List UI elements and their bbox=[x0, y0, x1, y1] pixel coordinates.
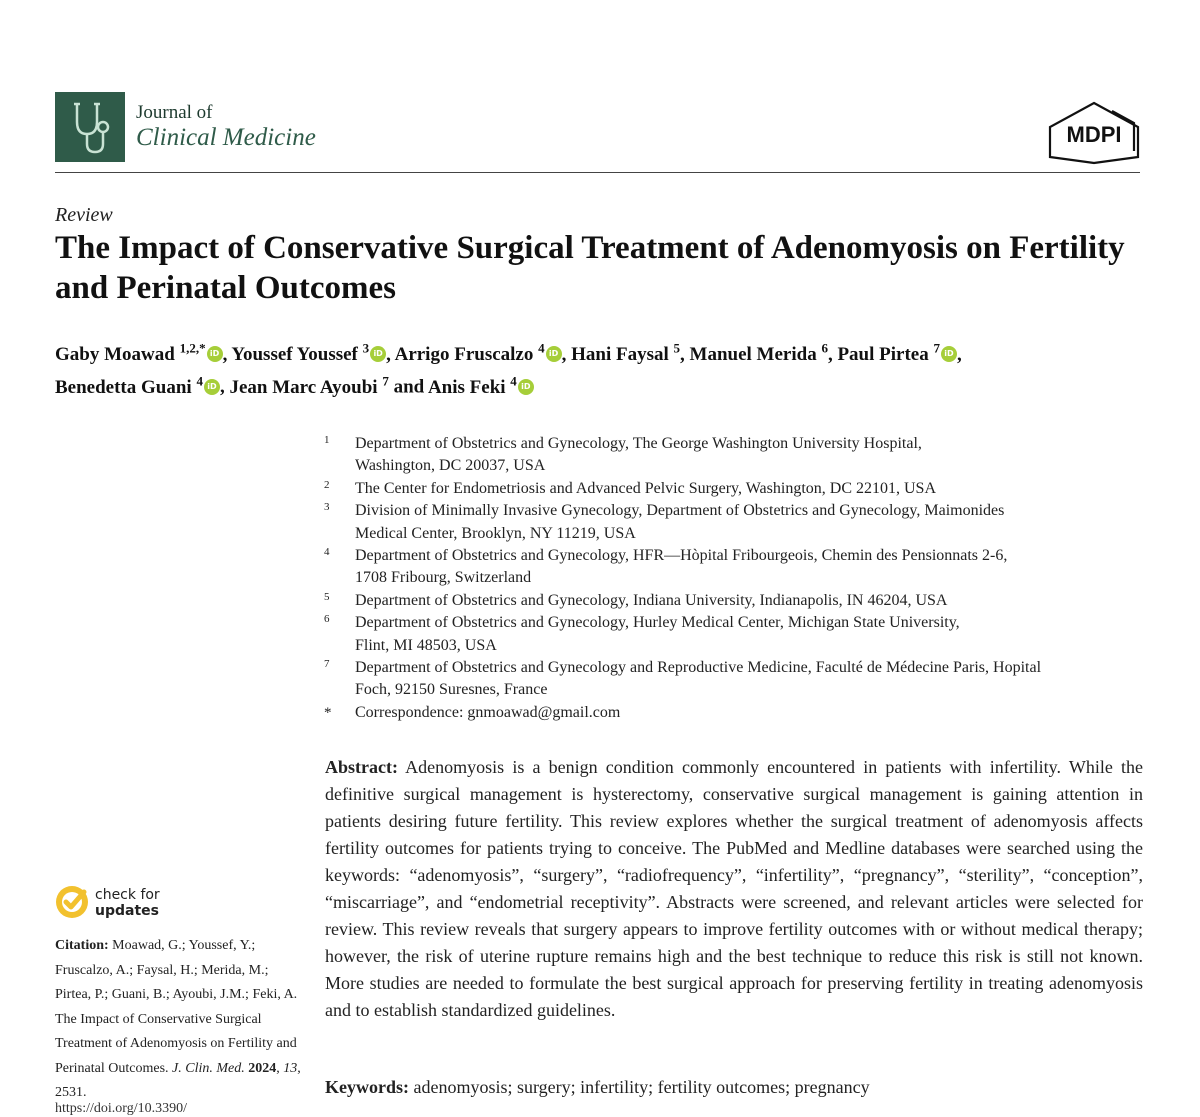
stethoscope-icon bbox=[55, 92, 125, 162]
author-name: Jean Marc Ayoubi bbox=[229, 376, 378, 398]
author-separator: , bbox=[386, 344, 395, 366]
author bbox=[231, 341, 386, 366]
citation-block: Citation: Moawad, G.; Youssef, Y.; Fruscalzo, A.; Faysal, H.; Merida, M.; Pirtea, P.; Guani, B.; Ayoubi, J.M.; Feki, A. The Impact of Conservative Surgical Treatment of Adenomyosis on Fertility and Perinatal Outcomes. J. Clin. Med. 2024, 13, 2531. bbox=[55, 938, 301, 1100]
affiliation-line: Washington, DC 20037, USA bbox=[355, 457, 546, 475]
author-affiliation-ref: 5 bbox=[673, 341, 681, 356]
author-name: Benedetta Guani bbox=[55, 376, 192, 398]
affiliation-number: 2 bbox=[324, 478, 330, 491]
author-name: Arrigo Fruscalzo bbox=[394, 344, 534, 366]
affiliation-line: Flint, MI 48503, USA bbox=[355, 636, 497, 654]
orcid-icon[interactable]: iD bbox=[518, 379, 534, 395]
author-affiliation-ref: 4 bbox=[510, 373, 517, 389]
affiliation-item bbox=[322, 702, 1152, 724]
article-type: Review bbox=[55, 204, 113, 226]
updates-text: updates bbox=[95, 903, 159, 919]
checkmark-badge-icon bbox=[55, 885, 89, 919]
author-affiliation-ref: 7 bbox=[933, 341, 940, 356]
affiliation-number: * bbox=[324, 704, 332, 721]
affiliation-item bbox=[322, 545, 1152, 590]
orcid-icon[interactable]: iD bbox=[546, 346, 562, 362]
affiliation-line: Correspondence: gnmoawad@gmail.com bbox=[355, 703, 621, 721]
affiliation-text bbox=[355, 545, 1152, 590]
author-separator: , bbox=[561, 344, 572, 366]
author bbox=[55, 373, 220, 398]
author-affiliation-ref: 6 bbox=[821, 341, 828, 356]
keywords-label: Keywords: bbox=[325, 1077, 409, 1097]
affiliation-line: Department of Obstetrics and Gynecology, Hurley Medical Center, Michigan State University, bbox=[355, 614, 960, 632]
author-affiliation-ref: 7 bbox=[382, 373, 389, 389]
affiliation-line: Foch, 92150 Suresnes, France bbox=[355, 681, 548, 699]
citation-label: Citation: bbox=[55, 938, 109, 953]
publisher-name: MDPI bbox=[1066, 122, 1122, 147]
affiliation-line: The Center for Endometriosis and Advanced Pelvic Surgery, Washington, DC 22101, USA bbox=[355, 479, 936, 497]
author-affiliation-ref: 4 bbox=[538, 341, 545, 356]
affiliation-text bbox=[355, 433, 1152, 478]
journal-name-line2: Clinical Medicine bbox=[136, 124, 316, 151]
orcid-icon[interactable]: iD bbox=[941, 346, 957, 362]
abstract-text: Adenomyosis is a benign condition commonly encountered in patients with infertility. While the definitive surgical management is hysterectomy, conservative surgical management is gaining attention in patients desiring future fertility. This review explores whether the surgical treatment of adenomyosis affects fertility outcomes for patients trying to conceive. The PubMed and Medline databases were searched using the keywords: “adenomyosis”, “surgery”, “radiofrequency”, “infertility”, “pregnancy”, “sterility”, “conception”, “miscarriage”, and “endometrial receptivity”. Abstracts were screened, and relevant articles were selected for review. This review reveals that surgery appears to improve fertility outcomes with or without medical therapy; however, the risk of uterine rupture remains high and the best technique to reduce this risk is still not known. More studies are needed to formulate the best surgical approach for preserving fertility in treating adenomyosis and to establish standardized guidelines. bbox=[325, 757, 1143, 1020]
keywords bbox=[325, 1075, 1143, 1099]
author-separator: , bbox=[680, 344, 690, 366]
check-for-text: check for bbox=[95, 887, 160, 903]
check-for-updates-badge[interactable] bbox=[55, 885, 185, 925]
affiliation-item bbox=[322, 478, 1152, 500]
keywords-text: adenomyosis; surgery; infertility; fertility outcomes; pregnancy bbox=[413, 1077, 870, 1097]
author-affiliation-ref: 4 bbox=[196, 373, 203, 389]
affiliation-item bbox=[322, 657, 1152, 702]
affiliation-line: 1708 Fribourg, Switzerland bbox=[355, 569, 532, 587]
affiliation-line: Department of Obstetrics and Gynecology and Reproductive Medicine, Faculté de Médecine Paris, Hopital bbox=[355, 659, 1042, 677]
affiliation-text bbox=[355, 612, 1152, 657]
affiliation-line: Division of Minimally Invasive Gynecology, Department of Obstetrics and Gynecology, Maimonides bbox=[355, 502, 1005, 520]
author-separator: , bbox=[827, 344, 838, 366]
affiliation-text bbox=[355, 702, 1152, 724]
author bbox=[229, 373, 389, 398]
journal-name-line1: Journal of bbox=[136, 102, 213, 123]
orcid-icon[interactable]: iD bbox=[207, 346, 223, 362]
header-divider bbox=[55, 172, 1140, 173]
affiliation-text bbox=[355, 590, 1152, 612]
author-name: Anis Feki bbox=[427, 376, 506, 398]
affiliation-line: Department of Obstetrics and Gynecology, HFR—Hòpital Fribourgeois, Chemin des Pensionnats 2-6, bbox=[355, 547, 1008, 565]
affiliation-line: Department of Obstetrics and Gynecology, The George Washington University Hospital, bbox=[355, 435, 922, 452]
author-name: Paul Pirtea bbox=[837, 344, 929, 366]
journal-logo bbox=[55, 92, 125, 162]
citation-journal: J. Clin. Med. bbox=[172, 1060, 245, 1076]
author-affiliation-ref: 3 bbox=[362, 341, 370, 356]
orcid-icon[interactable]: iD bbox=[204, 379, 220, 395]
affiliation-number: 6 bbox=[324, 613, 330, 626]
affiliation-number: 1 bbox=[324, 434, 330, 446]
author-separator: , bbox=[222, 344, 232, 366]
author-name: Manuel Merida bbox=[689, 344, 817, 366]
abstract-label: Abstract: bbox=[325, 757, 398, 777]
author-affiliation-ref: 1,2,* bbox=[179, 341, 206, 356]
affiliation-text bbox=[355, 657, 1152, 702]
author-separator: and bbox=[388, 376, 428, 398]
citation-pages: 2531. bbox=[55, 1085, 87, 1100]
affiliation-number: 7 bbox=[324, 658, 330, 671]
doi-link[interactable]: https://doi.org/10.3390/ bbox=[55, 1101, 187, 1116]
affiliation-number: 5 bbox=[324, 590, 330, 603]
affiliation-text bbox=[355, 478, 1152, 500]
affiliation-text bbox=[355, 500, 1152, 545]
author bbox=[837, 341, 957, 366]
affiliation-line: Medical Center, Brooklyn, NY 11219, USA bbox=[355, 524, 636, 542]
affiliation-item bbox=[322, 612, 1152, 657]
author-separator: , bbox=[956, 344, 962, 366]
author-list bbox=[55, 336, 1155, 401]
author bbox=[571, 341, 681, 366]
citation-volume: 13 bbox=[283, 1060, 298, 1076]
article-title: The Impact of Conservative Surgical Treatment of Adenomyosis on Fertility and Perinatal Outcomes bbox=[55, 230, 1125, 306]
author bbox=[427, 373, 534, 398]
author-separator: , bbox=[219, 376, 230, 398]
citation-text: Moawad, G.; Youssef, Y.; Fruscalzo, A.; Faysal, H.; Merida, M.; Pirtea, P.; Guani, B.; Ayoubi, J.M.; Feki, A. The Impact of Conservative Surgical Treatment of Adenomyosis on Fertility and Perinatal Outcomes. bbox=[55, 938, 298, 1076]
affiliation-item bbox=[322, 500, 1152, 545]
citation-year: 2024 bbox=[248, 1060, 277, 1076]
author bbox=[394, 341, 562, 366]
affiliation-item bbox=[322, 590, 1152, 612]
author-name: Hani Faysal bbox=[571, 344, 669, 366]
affiliation-list bbox=[322, 433, 1152, 724]
orcid-icon[interactable]: iD bbox=[370, 346, 386, 362]
publisher-logo bbox=[1046, 101, 1142, 165]
affiliation-number: 4 bbox=[324, 546, 330, 559]
abstract bbox=[325, 754, 1143, 1024]
author-name: Gaby Moawad bbox=[55, 344, 175, 366]
affiliation-line: Department of Obstetrics and Gynecology, Indiana University, Indianapolis, IN 46204, USA bbox=[355, 591, 948, 609]
author-name: Youssef Youssef bbox=[231, 344, 358, 366]
author bbox=[689, 341, 828, 366]
affiliation-number: 3 bbox=[324, 501, 330, 514]
author bbox=[55, 341, 223, 366]
affiliation-item bbox=[322, 433, 1152, 478]
